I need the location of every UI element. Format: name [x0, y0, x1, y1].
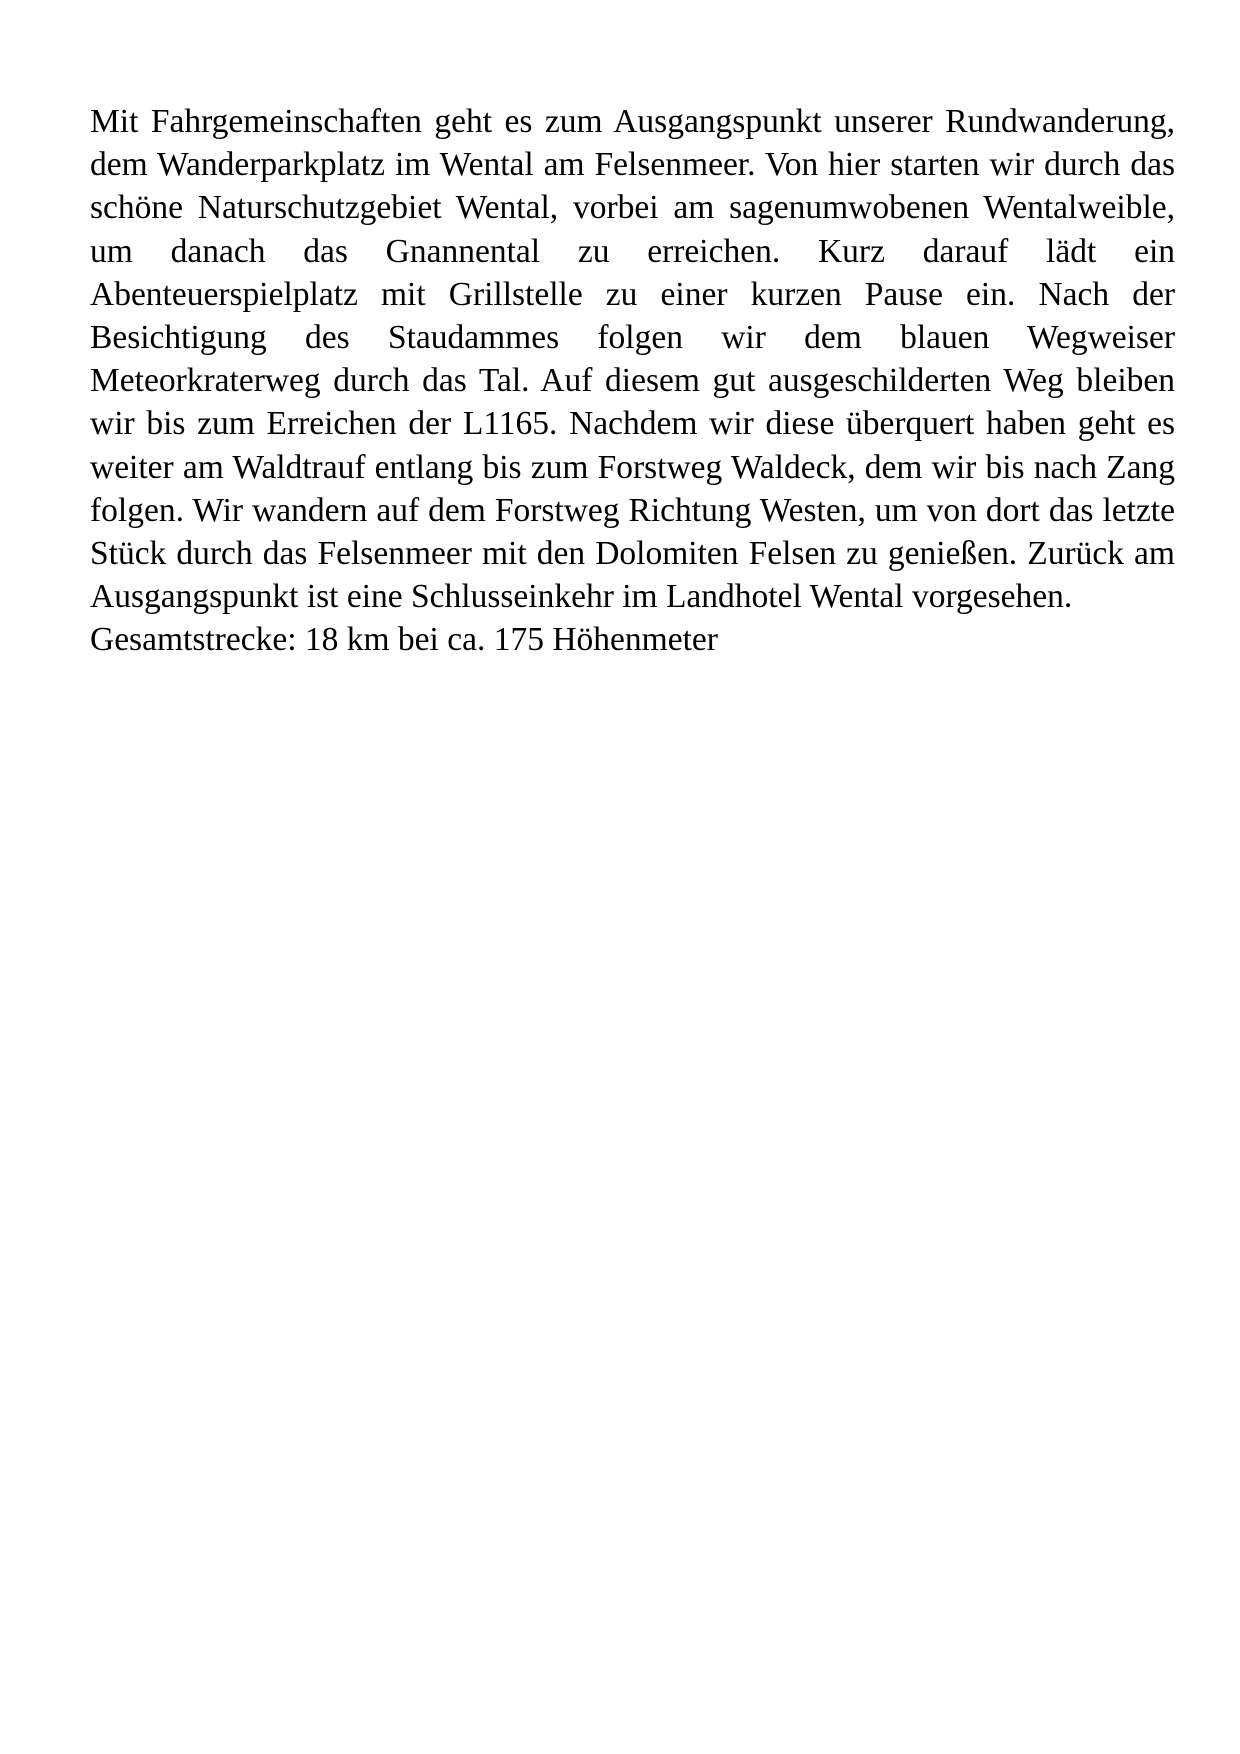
document-body: [90, 100, 1175, 662]
total-distance-line: Gesamtstrecke: 18 km bei ca. 175 Höhenmeter: [90, 621, 718, 659]
hike-description-paragraph: Mit Fahrgemeinschaften geht es zum Ausgangspunkt unserer Rundwanderung, dem Wanderparkplatz im Wental am Felsenmeer. Von hier starten wir durch das schöne Naturschutzgebiet Wental, vorbei am sagenumwobenen Wentalweible, um danach das Gnannental zu erreichen. Kurz darauf lädt ein Abenteuerspielplatz mit Grillstelle zu einer kurzen Pause ein. Nach der Besichtigung des Staudammes folgen wir dem blauen Wegweiser Meteorkraterweg durch das Tal. Auf diesem gut ausgeschilderten Weg bleiben wir bis zum Erreichen der L1165. Nachdem wir diese überquert haben geht es weiter am Waldtrauf entlang bis zum Forstweg Waldeck, dem wir bis nach Zang folgen. Wir wandern auf dem Forstweg Richtung Westen, um von dort das letzte Stück durch das Felsenmeer mit den Dolomiten Felsen zu genießen. Zurück am Ausgangspunkt ist eine Schlusseinkehr im Landhotel Wental vorgesehen.: [90, 103, 1175, 616]
